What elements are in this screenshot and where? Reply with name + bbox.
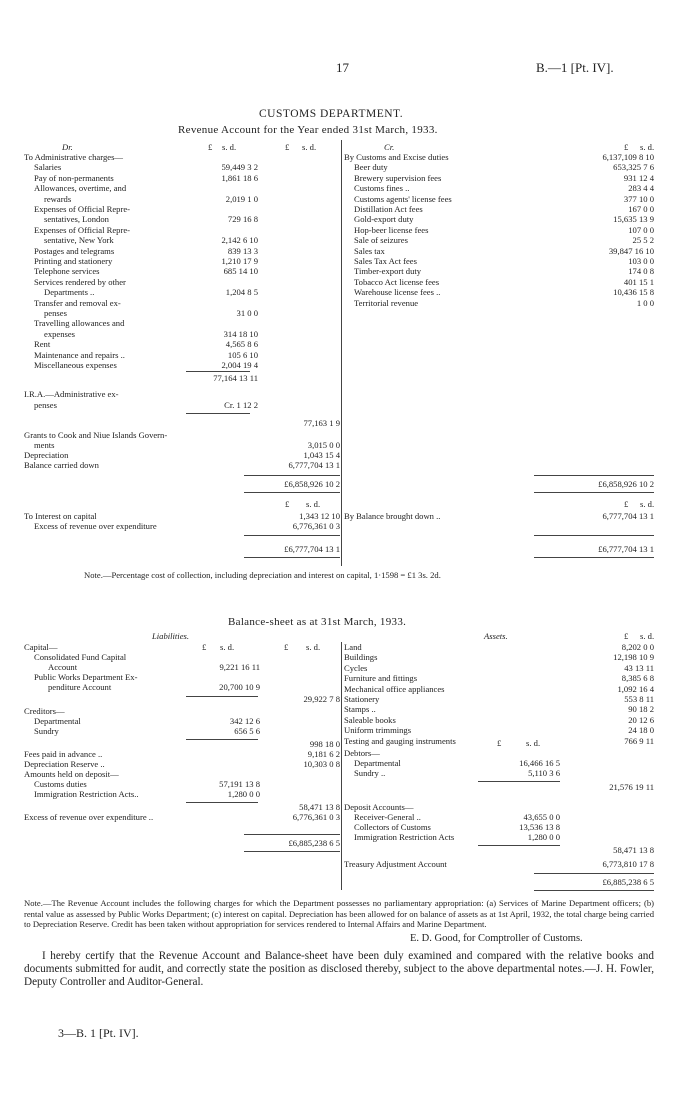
revenue-value: 25 5 2 [632,235,654,246]
debtors-sundry-label: Sundry .. [354,768,386,778]
total-left-2: £6,777,704 13 1 [284,544,340,554]
asset-value: 1,092 16 4 [617,683,654,694]
debtors-dept-value: 16,466 16 5 [519,758,560,768]
creditors-dept-value: 342 12 6 [229,716,260,726]
expenditure-value: 685 14 10 [223,266,258,277]
asset-value: 553 8 11 [624,694,654,704]
expenditure-label: Maintenance and repairs .. [34,349,125,360]
pound-header: £ [497,738,502,748]
balance-brought-label: By Balance brought down .. [344,511,441,521]
debtors-sundry-value: 5,110 3 6 [528,768,560,778]
creditors-dept-label: Departmental [34,716,81,726]
revenue-label: Tobacco Act license fees [354,276,440,287]
revenue-label: Distillation Act fees [354,204,423,214]
asset-value: 766 9 11 [624,735,654,746]
pound-header: £ [285,499,290,509]
bs-total-left: £6,885,238 6 5 [288,838,340,848]
expenditure-value: 314 18 10 [223,328,258,339]
total-left: £6,858,926 10 2 [284,479,340,489]
creditors-total: 998 18 0 [309,739,340,749]
expenditure-label: penses [44,308,67,318]
treasury-label: Treasury Adjustment Account [344,859,447,869]
asset-value: 12,198 10 9 [613,652,654,663]
debtors-label: Debtors— [344,748,380,758]
asset-label: Uniform trimmings [344,725,412,736]
pound-header: £ [624,499,629,509]
consolidated-value: 9,221 16 11 [219,662,260,672]
immigration-label: Immigration Restriction Acts.. [34,789,139,799]
revenue-value: 39,847 16 10 [608,245,654,256]
asset-label: Land [344,642,362,652]
sd-header: s. d. [640,499,655,509]
asset-label: Stamps .. [344,704,376,715]
balance-brought-value: 6,777,704 13 1 [602,511,654,521]
expenditure-value: 1,210 17 9 [221,256,258,266]
expenditure-label: sentatives, London [44,214,109,225]
pound-header: £ [284,642,289,652]
revenue-label: Beer duty [354,162,388,173]
asset-value: 8,202 0 0 [621,642,654,652]
deposit-accounts-total: 58,471 13 8 [613,845,654,855]
revenue-value: 1 0 0 [636,297,654,308]
bs-excess-value: 6,776,361 0 3 [292,812,340,822]
pound-header: £ [202,642,207,652]
dr-label: Dr. [62,142,73,152]
interest-label: To Interest on capital [24,511,97,521]
creditors-sundry-label: Sundry [34,726,59,736]
revenue-label: Sales tax [354,245,385,256]
revenue-label: Timber-export duty [354,266,422,277]
footer-note: Note.—The Revenue Account includes the following charges for which the Department possesses no parliamentary appropriation: (a) Services of Marine Department officers; (b) rental value as assessed by Public Works Department; (c) interest on capital. Depreciation has been allowed for on balance of assets as at 1st April, 1932, the total charge being carried to Depreciation Reserve. Credit has been taken without appropriation for services rendered to Internal Affairs and Marine Department. [24,898,654,930]
immigration-asset-value: 1,280 0 0 [527,832,560,842]
sd-header: s. d. [526,738,541,748]
expenditure-value: 1,204 8 5 [225,287,258,298]
expenditure-label: expenses [44,328,76,339]
depr-reserve-value: 10,303 0 8 [303,759,340,769]
revenue-value: 653,325 7 6 [613,162,654,173]
revenue-label: Brewery supervision fees [354,172,442,183]
collectors-label: Collectors of Customs [354,822,431,832]
expenditure-value: 31 0 0 [236,308,258,318]
revenue-value: 10,436 15 8 [613,287,654,298]
bs-total-right: £6,885,238 6 5 [602,877,654,887]
balance-label: Balance carried down [24,460,99,470]
expenditure-value: 59,449 3 2 [221,162,258,173]
depr-reserve-label: Depreciation Reserve .. [24,759,105,769]
net-total-value: 77,163 1 9 [303,418,340,428]
sd-header: s. d. [306,642,321,652]
expenditure-value: 839 13 3 [227,245,258,256]
deposit-total: 58,471 13 8 [299,802,340,812]
consolidated-label: Consolidated Fund Capital [34,652,127,662]
expenditure-label: Expenses of Official Repre- [34,224,131,235]
revenue-label: Hop-beer license fees [354,224,429,235]
expenditure-value: 105 6 10 [227,349,258,360]
auditor-certificate: I hereby certify that the Revenue Account and Balance-sheet have been duly examined and compared with the relative books and documents submitted for audit, and correctly state the position as disclosed thereby, subject to the above departmental notes.—J. H. Fowler, Deputy Controller and Auditor-General. [24,950,654,989]
expenditure-label: Allowances, overtime, and [34,183,127,194]
customs-duties-value: 57,191 13 8 [219,779,260,789]
expenditure-label: Printing and stationery [34,256,113,266]
pwd-value: 20,700 10 9 [219,682,260,692]
pwd-label: penditure Account [48,682,112,692]
subtotal-value: 77,164 13 11 [213,373,258,383]
sheet-reference: 3—B. 1 [Pt. IV]. [58,1026,139,1040]
revenue-value: 931 12 4 [623,172,654,183]
expenditure-label: Pay of non-permanents [34,172,114,183]
expenditure-label: To Administrative charges— [24,152,124,162]
expenditure-value: 4,565 8 6 [225,339,258,350]
total-right-2: £6,777,704 13 1 [598,544,654,554]
treasury-value: 6,773,810 17 8 [602,859,654,869]
asset-label: Stationery [344,694,380,704]
page-number: 17 [336,60,349,75]
asset-label: Cycles [344,662,368,673]
bs-excess-label: Excess of revenue over expenditure .. [24,812,154,822]
expenditure-label: rewards [44,193,72,204]
sd-header: s. d. [640,631,655,641]
revenue-value: 174 0 8 [628,266,654,277]
pound-header: £ [624,631,629,641]
ira-value: Cr. 1 12 2 [224,400,258,410]
expenditure-label: Services rendered by other [34,276,126,287]
revenue-value: 167 0 0 [628,204,654,214]
revenue-label: Territorial revenue [354,297,419,308]
asset-label: Furniture and fittings [344,673,418,684]
amounts-deposit-label: Amounts held on deposit— [24,769,119,779]
revenue-note: Note.—Percentage cost of collection, including depreciation and interest on capital, 1·1598 = £1 3s. 2d. [84,570,441,580]
total-right: £6,858,926 10 2 [598,479,654,489]
expenditure-label: Travelling allowances and [34,318,125,329]
expenditure-value: 2,004 19 4 [221,360,258,370]
sd-header: s. d. [302,142,317,152]
asset-value: 20 12 6 [628,714,654,725]
depreciation-value: 1,043 15 4 [303,450,340,460]
revenue-value: 15,635 13 9 [613,214,654,225]
fees-label: Fees paid in advance .. [24,749,103,759]
expenditure-value: 2,019 1 0 [225,193,258,204]
ira-label: I.R.A.—Administrative ex- [24,389,119,399]
revenue-label: Customs fines .. [354,183,410,194]
revenue-label: Sale of seizures [354,235,408,246]
asset-value: 90 18 2 [628,704,654,715]
revenue-value: 107 0 0 [628,224,654,235]
interest-value: 1,343 12 10 [299,511,340,521]
revenue-value: 103 0 0 [628,256,654,266]
revenue-value: 377 10 0 [623,193,654,204]
immigration-asset-label: Immigration Restriction Acts [354,832,455,842]
pwd-label: Public Works Department Ex- [34,672,138,682]
revenue-label: Gold-export duty [354,214,414,225]
revenue-label: By Customs and Excise duties [344,152,449,162]
excess-label: Excess of revenue over expenditure [34,521,157,531]
asset-label: Mechanical office appliances [344,683,445,694]
sd-header: s. d. [222,142,237,152]
grants-label: ments [34,440,55,450]
expenditure-label: Telephone services [34,266,100,277]
revenue-label: Sales Tax Act fees [354,256,417,266]
collectors-value: 13,536 13 8 [519,822,560,832]
fees-value: 9,181 6 2 [307,749,340,759]
debtors-dept-label: Departmental [354,758,401,768]
expenditure-label: Salaries [34,162,62,173]
receiver-general-label: Receiver-General .. [354,812,421,822]
creditors-sundry-value: 656 5 6 [234,726,260,736]
ira-label: penses [34,400,57,410]
expenditure-value: 2,142 6 10 [221,235,258,246]
document-reference: B.—1 [Pt. IV]. [536,60,614,75]
signature: E. D. Good, for Comptroller of Customs. [410,933,583,944]
creditors-label: Creditors— [24,706,65,716]
asset-label: Saleable books [344,714,396,725]
revenue-label: Warehouse license fees .. [354,287,441,298]
pound-header: £ [624,142,629,152]
asset-label: Buildings [344,652,378,663]
sd-header: s. d. [640,142,655,152]
expenditure-label: Rent [34,339,51,350]
grants-value: 3,015 0 0 [307,440,340,450]
expenditure-label: Transfer and removal ex- [34,297,121,308]
balance-value: 6,777,704 13 1 [288,460,340,470]
balance-sheet-title: Balance-sheet as at 31st March, 1933. [228,616,407,628]
expenditure-value: 729 16 8 [227,214,258,225]
assets-label: Assets. [484,631,508,641]
immigration-value: 1,280 0 0 [227,789,260,799]
asset-value: 24 18 0 [628,725,654,736]
revenue-account-title: Revenue Account for the Year ended 31st March, 1933. [178,124,438,136]
customs-duties-label: Customs duties [34,779,87,789]
consolidated-label: Account [48,662,78,672]
asset-label: Testing and gauging instruments [344,735,456,746]
department-title: CUSTOMS DEPARTMENT. [259,108,404,120]
capital-total: 29,922 7 8 [303,694,340,704]
sd-header: s. d. [220,642,235,652]
excess-value: 6,776,361 0 3 [292,521,340,531]
receiver-general-value: 43,655 0 0 [523,812,560,822]
expenditure-label: Departments .. [44,287,95,298]
revenue-value: 401 15 1 [623,276,654,287]
expenditure-label: Miscellaneous expenses [34,360,117,370]
liabilities-label: Liabilities. [152,631,190,641]
deposit-accounts-label: Deposit Accounts— [344,802,414,812]
pound-header: £ [285,142,290,152]
asset-value: 43 13 11 [624,662,654,673]
expenditure-label: sentative, New York [44,235,114,246]
expenditure-value: 1,861 18 6 [221,172,258,183]
asset-value: 8,385 6 8 [621,673,654,684]
capital-label: Capital— [24,642,58,652]
pound-header: £ [208,142,213,152]
expenditure-label: Postages and telegrams [34,245,115,256]
grants-label: Grants to Cook and Niue Islands Govern- [24,430,168,440]
revenue-label: Customs agents' license fees [354,193,452,204]
revenue-value: 6,137,109 8 10 [602,152,654,162]
depreciation-label: Depreciation [24,450,69,460]
cr-label: Cr. [384,142,395,152]
expenditure-label: Expenses of Official Repre- [34,204,131,214]
debtors-total: 21,576 19 11 [609,782,654,792]
sd-header: s. d. [306,499,321,509]
revenue-value: 283 4 4 [628,183,654,194]
